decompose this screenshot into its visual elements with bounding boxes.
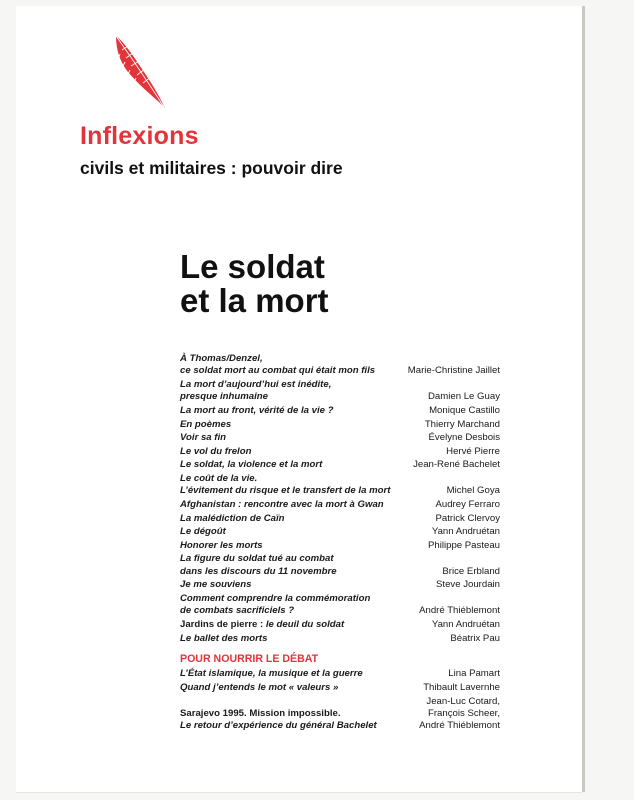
article-title-text: La mort d’aujourd’hui est inédite, presque inhumaine [180,379,332,403]
toc-entry [180,459,500,471]
toc-entry [180,446,500,458]
article-title-text: Afghanistan : rencontre avec la mort à Gwan [180,498,384,510]
article-author: Marie-Christine Jaillet [407,365,500,377]
article-author: Steve Jourdain [436,579,500,591]
article-author: Monique Castillo [429,405,500,416]
article-author: Jean-Luc Cotard, François Scheer, André Thiéblemont [419,695,500,732]
article-title [180,619,410,631]
article-author: Audrey Ferraro [435,498,500,510]
article-author: Patrick Clervoy [435,512,500,524]
toc-entry [180,499,500,511]
article-title-text: La figure du soldat tué au combat dans les discours du 11 novembre [180,553,337,577]
article-title-text: La mort au front, vérité de la vie ? [180,405,334,416]
debate-list [180,668,500,732]
toc-entry [180,432,500,444]
article-title-text: Honorer les morts [180,539,263,551]
article-title [180,353,408,378]
toc-entry [180,379,500,404]
article-author: Béatrix Pau [450,632,500,644]
toc-entry [180,540,500,552]
article-title-text: le deuil du soldat [265,618,345,630]
toc-entry [180,353,500,378]
toc-list [180,353,500,645]
article-title-text: Voir sa fin [180,432,227,444]
article-title-text: En poèmes [180,418,232,430]
article-title [180,526,410,538]
article-title-text: L’État islamique, la musique et la guerre [180,668,363,680]
article-title [180,459,410,471]
article-title [180,579,410,591]
article-title [180,668,410,680]
article-title-text: Le soldat, la violence et la mort [180,459,323,471]
quill-feather-icon [110,32,170,110]
article-title [180,405,410,417]
article-author: Jean-René Bachelet [413,459,500,471]
article-title-text: Le coût de la vie. L’évitement du risque et le transfert de la mort [180,472,391,497]
brand-name: Inflexions [80,122,199,150]
article-title [180,432,410,444]
article-title [180,682,410,694]
toc-entry [180,526,500,538]
article-author: Évelyne Desbois [428,432,500,444]
table-of-contents [180,353,500,733]
article-title [180,419,410,431]
article-author: Damien Le Guay [428,391,500,403]
toc-entry [180,513,500,525]
article-title-text: Quand j’entends le mot « valeurs » [180,681,339,693]
article-title-text: Je me souviens [180,579,252,591]
article-title [180,379,410,404]
article-title [180,540,410,552]
article-title [180,633,410,645]
article-title-text: Le ballet des morts [180,632,268,644]
toc-entry [180,682,500,694]
article-author: Yann Andruétan [431,618,500,630]
article-title-text: Le retour d’expérience du général Bachelet [180,720,377,732]
toc-entry [180,405,500,417]
article-title [180,499,410,511]
article-author: Thierry Marchand [424,418,500,430]
toc-entry [180,419,500,431]
article-author: Hervé Pierre [446,445,500,457]
toc-entry [180,619,500,631]
article-author: Yann Andruétan [431,526,500,538]
article-title-upright: Sarajevo 1995. Mission impossible. [180,707,341,719]
article-title [180,513,410,525]
article-title-text: La malédiction de Caïn [180,512,285,524]
toc-entry [180,553,500,578]
toc-entry [180,696,500,733]
debate-section-label: POUR NOURRIR LE DÉBAT [180,652,319,665]
article-author: André Thiéblemont [419,605,500,617]
article-title-text: Le vol du frelon [180,445,252,457]
article-title [180,446,410,458]
article-author: Brice Erbland [442,565,500,577]
article-author: Lina Pamart [448,668,500,680]
issue-title-line1: Le soldat [180,248,325,285]
page-edge [582,6,585,792]
article-author: Michel Goya [446,485,500,497]
brand-tagline: civils et militaires : pouvoir dire [80,158,343,178]
article-title-text: À Thomas/Denzel, ce soldat mort au combat qui était mon fils [180,353,376,377]
toc-entry [180,668,500,680]
article-title [180,593,410,618]
toc-entry [180,579,500,591]
toc-entry [180,633,500,645]
article-title [180,708,410,733]
issue-title [180,250,329,318]
article-title [180,553,410,578]
article-author: Philippe Pasteau [427,539,500,551]
article-title-text: Comment comprendre la commémoration de combats sacrificiels ? [180,592,371,617]
issue-title-line2: et la mort [180,282,329,319]
article-title-upright: Jardins de pierre : [180,618,266,630]
article-author: Thibault Lavernhe [423,681,500,693]
toc-entry [180,593,500,618]
article-title [180,473,410,498]
article-title-text: Le dégoût [180,526,226,538]
toc-entry [180,473,500,498]
